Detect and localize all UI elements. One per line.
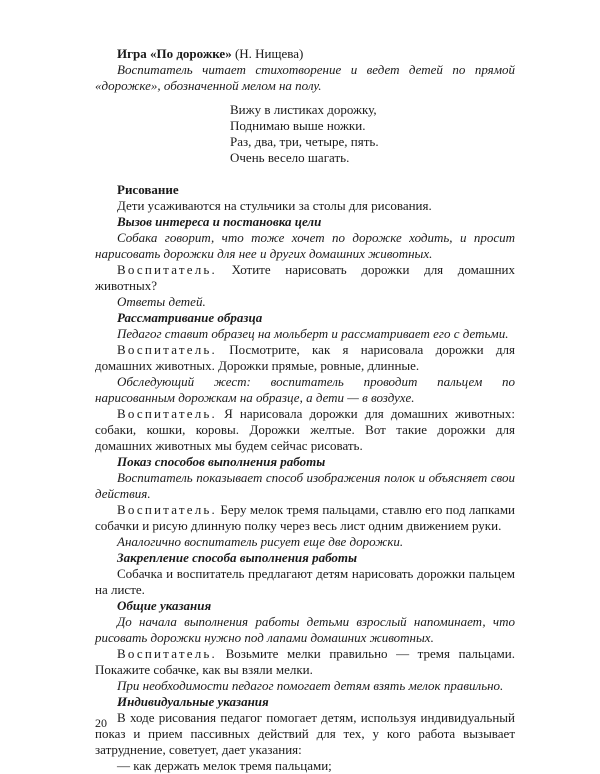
- drawing-title: Рисование: [117, 182, 179, 197]
- section-note-3b: Аналогично воспитатель рисует еще две дорожки.: [117, 534, 404, 549]
- teacher-speech: Я нарисовала дорожки для домашних животных: собаки, кошки, коровы. Дорожки желтые. Вот такие дорожки для домашних животных мы будем сейчас рисовать.: [95, 406, 515, 453]
- section-note-2: Педагог ставит образец на мольберт и рассматривает его с детьми.: [117, 326, 509, 341]
- section-title-3: Показ способов выполнения работы: [117, 454, 326, 469]
- intro-note: Воспитатель читает стихотворение и ведет детей по прямой «дорожке», обозначенной мелом на полу.: [95, 62, 515, 93]
- section-title-4: Закрепление способа выполнения работы: [117, 550, 358, 565]
- section-title-5: Общие указания: [117, 598, 212, 613]
- page-number: 20: [95, 716, 107, 730]
- teacher-speech: Хотите нарисовать дорожки для домашних животных?: [95, 262, 516, 293]
- teacher-speech: Возьмите мелки правильно — тремя пальцами. Покажите собачке, как вы взяли мелки.: [95, 646, 515, 677]
- children-answer: Ответы детей.: [117, 294, 206, 309]
- teacher-line-1: [95, 262, 515, 294]
- poem-block: [230, 102, 379, 166]
- poem-line: Очень весело шагать.: [230, 150, 350, 165]
- bullet-item: — как держать мелок тремя пальцами;: [117, 758, 332, 773]
- section-text-6: В ходе рисования педагог помогает детям, используя индивидуальный показ и прием пассивных действий для тех, у кого работа вызывает затруднение, советует, дает указания:: [95, 710, 515, 757]
- speaker-label: Воспитатель.: [117, 262, 217, 277]
- teacher-speech: Беру мелок тремя пальцами, ставлю его под лапками собачки и рисую длинную полку через весь лист одним движением руки.: [95, 502, 516, 533]
- section-note-3: Воспитатель показывает способ изображения полок и объясняет свои действия.: [95, 470, 515, 501]
- teacher-line-2: [95, 342, 515, 374]
- section-title-2: Рассматривание образца: [117, 310, 263, 325]
- speaker-label: Воспитатель.: [117, 406, 217, 421]
- teacher-line-5: [95, 646, 515, 678]
- section-title-1: Вызов интереса и постановка цели: [117, 214, 322, 229]
- section-title-6: Индивидуальные указания: [117, 694, 269, 709]
- teacher-line-4: [95, 502, 515, 534]
- section-note-5: До начала выполнения работы детьми взрослый напоминает, что рисовать дорожки нужно под лапами домашних животных.: [95, 614, 515, 645]
- game-author: (Н. Нищева): [234, 46, 304, 61]
- game-heading: [95, 46, 515, 62]
- section-note-5b: При необходимости педагог помогает детям взять мелок правильно.: [117, 678, 504, 693]
- drawing-intro: Дети усаживаются на стульчики за столы для рисования.: [117, 198, 432, 213]
- poem-line: Поднимаю выше ножки.: [230, 118, 366, 133]
- section-note-1: Собака говорит, что тоже хочет по дорожке ходить, и просит нарисовать дорожки для нее и других домашних животных.: [95, 230, 515, 261]
- speaker-label: Воспитатель.: [117, 342, 217, 357]
- section-note-2b: Обследующий жест: воспитатель проводит пальцем по нарисованным дорожкам на образце, а дети — в воздухе.: [95, 374, 515, 405]
- poem-line: Раз, два, три, четыре, пять.: [230, 134, 379, 149]
- section-text-4: Собачка и воспитатель предлагают детям нарисовать дорожки пальцем на листе.: [95, 566, 515, 597]
- teacher-line-3: [95, 406, 515, 454]
- poem-line: Вижу в листиках дорожку,: [230, 102, 377, 117]
- game-title: Игра «По дорожке»: [117, 46, 232, 61]
- teacher-speech: Посмотрите, как я нарисовала дорожки для домашних животных. Дорожки прямые, ровные, длинные.: [95, 342, 515, 373]
- speaker-label: Воспитатель.: [117, 646, 217, 661]
- speaker-label: Воспитатель.: [117, 502, 217, 517]
